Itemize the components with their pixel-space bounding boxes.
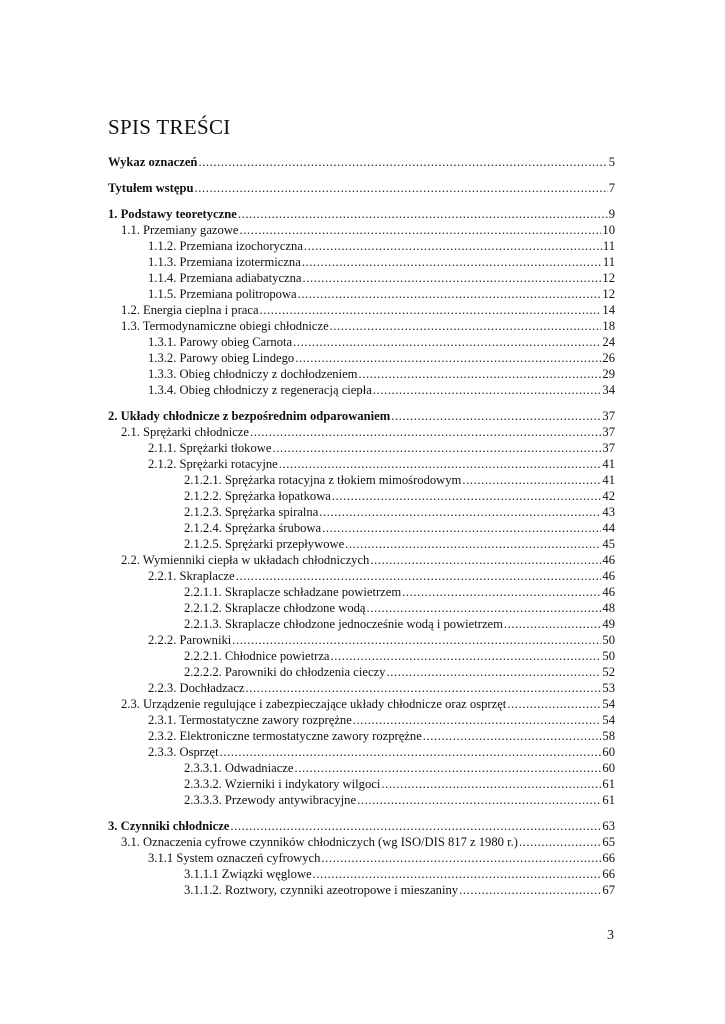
toc-entry[interactable] bbox=[108, 850, 615, 866]
toc-entry-page: 24 bbox=[602, 335, 615, 349]
toc-entry-page: 54 bbox=[602, 713, 615, 727]
toc-entry[interactable] bbox=[108, 680, 615, 696]
toc-entry-title: 2.2.2. Parowniki bbox=[148, 633, 232, 647]
toc-entry-page: 14 bbox=[602, 303, 615, 317]
toc-entry[interactable] bbox=[108, 584, 615, 600]
toc-entry-page: 46 bbox=[602, 585, 615, 599]
toc-entry-page: 48 bbox=[602, 601, 615, 615]
toc-leader-dots bbox=[423, 728, 602, 744]
toc-entry[interactable] bbox=[108, 536, 615, 552]
toc-entry[interactable] bbox=[108, 568, 615, 584]
toc-entry-page: 12 bbox=[602, 287, 615, 301]
toc-entry[interactable] bbox=[108, 834, 615, 850]
toc-entry[interactable] bbox=[108, 728, 615, 744]
toc-entry-title: 2. Układy chłodnicze z bezpośrednim odparowaniem bbox=[108, 409, 391, 423]
toc-entry[interactable] bbox=[108, 254, 615, 270]
toc-entry-page: 54 bbox=[602, 697, 615, 711]
toc-entry-page: 66 bbox=[602, 867, 615, 881]
toc-leader-dots bbox=[519, 834, 601, 850]
toc-leader-dots bbox=[303, 270, 602, 286]
toc-entry-page: 60 bbox=[602, 761, 615, 775]
toc-entry[interactable] bbox=[108, 696, 615, 712]
toc-entry-title: 2.2.1.3. Skraplacze chłodzone jednocześnie wodą i powietrzem bbox=[184, 617, 503, 631]
toc-entry-page: 52 bbox=[602, 665, 615, 679]
toc-entry[interactable] bbox=[108, 302, 615, 318]
toc-entry[interactable] bbox=[108, 154, 615, 170]
toc-entry-page: 18 bbox=[602, 319, 615, 333]
toc-leader-dots bbox=[319, 504, 601, 520]
toc-entry-page: 60 bbox=[602, 745, 615, 759]
toc-leader-dots bbox=[295, 350, 601, 366]
toc-entry[interactable] bbox=[108, 286, 615, 302]
toc-entry[interactable] bbox=[108, 382, 615, 398]
toc-entry-page: 42 bbox=[602, 489, 615, 503]
toc-leader-dots bbox=[298, 286, 602, 302]
toc-leader-dots bbox=[304, 238, 602, 254]
toc-leader-dots bbox=[373, 382, 602, 398]
toc-leader-dots bbox=[294, 760, 601, 776]
toc-entry-page: 29 bbox=[602, 367, 615, 381]
toc-entry[interactable] bbox=[108, 472, 615, 488]
toc-entry-page: 9 bbox=[608, 207, 615, 221]
toc-entry-page: 46 bbox=[602, 569, 615, 583]
toc-leader-dots bbox=[386, 664, 601, 680]
toc-entry-page: 41 bbox=[602, 457, 615, 471]
toc-entry[interactable] bbox=[108, 504, 615, 520]
toc-entry[interactable] bbox=[108, 616, 615, 632]
toc-entry-title: 1.1.5. Przemiana politropowa bbox=[148, 287, 297, 301]
toc-leader-dots bbox=[370, 552, 601, 568]
toc-entry[interactable] bbox=[108, 520, 615, 536]
toc-entry[interactable] bbox=[108, 632, 615, 648]
toc-entry-title: 1.3.2. Parowy obieg Lindego bbox=[148, 351, 295, 365]
toc-entry-page: 10 bbox=[602, 223, 615, 237]
toc-leader-dots bbox=[353, 712, 602, 728]
toc-entry-title: 2.3.3.1. Odwadniacze bbox=[184, 761, 294, 775]
toc-leader-dots bbox=[230, 818, 601, 834]
toc-entry-title: 2.1.2.2. Sprężarka łopatkowa bbox=[184, 489, 331, 503]
toc-entry-page: 46 bbox=[602, 553, 615, 567]
toc-entry-page: 26 bbox=[602, 351, 615, 365]
toc-entry-page: 63 bbox=[602, 819, 615, 833]
toc-leader-dots bbox=[358, 366, 601, 382]
toc-leader-dots bbox=[330, 318, 602, 334]
toc-entry[interactable] bbox=[108, 760, 615, 776]
toc-entry-title: 2.1.2.5. Sprężarki przepływowe bbox=[184, 537, 345, 551]
toc-entry[interactable] bbox=[108, 744, 615, 760]
toc-entry-title: 3.1.1 System oznaczeń cyfrowych bbox=[148, 851, 321, 865]
page-title: SPIS TREŚCI bbox=[108, 115, 231, 139]
toc-entry[interactable] bbox=[108, 270, 615, 286]
toc-entry[interactable] bbox=[108, 318, 615, 334]
toc-entry[interactable] bbox=[108, 456, 615, 472]
toc-leader-dots bbox=[381, 776, 601, 792]
toc-entry-title: 3. Czynniki chłodnicze bbox=[108, 819, 230, 833]
toc-leader-dots bbox=[246, 680, 602, 696]
page-number: 3 bbox=[607, 928, 614, 943]
toc-entry-page: 50 bbox=[602, 649, 615, 663]
toc-entry-title: Wykaz oznaczeń bbox=[108, 155, 198, 169]
toc-entry-title: 2.2.2.1. Chłodnice powietrza bbox=[184, 649, 330, 663]
toc-entry-title: 1.3.3. Obieg chłodniczy z dochłodzeniem bbox=[148, 367, 358, 381]
toc-entry[interactable] bbox=[108, 792, 615, 808]
toc-entry-title: 2.3.3.2. Wzierniki i indykatory wilgoci bbox=[184, 777, 381, 791]
toc-leader-dots bbox=[302, 254, 602, 270]
toc-leader-dots bbox=[459, 882, 601, 898]
toc-entry-title: 2.3. Urządzenie regulujące i zabezpieczające układy chłodnicze oraz osprzęt bbox=[121, 697, 507, 711]
toc-entry-title: 1.3.1. Parowy obieg Carnota bbox=[148, 335, 293, 349]
toc-entry[interactable] bbox=[108, 206, 615, 222]
toc-entry[interactable] bbox=[108, 552, 615, 568]
toc-entry-page: 7 bbox=[608, 181, 615, 195]
toc-entry[interactable] bbox=[108, 440, 615, 456]
toc-entry-title: 2.2.3. Dochładzacz bbox=[148, 681, 245, 695]
toc-leader-dots bbox=[194, 180, 607, 196]
toc-leader-dots bbox=[504, 616, 601, 632]
toc-leader-dots bbox=[236, 568, 602, 584]
toc-leader-dots bbox=[331, 648, 602, 664]
toc-entry-title: 1.1.4. Przemiana adiabatyczna bbox=[148, 271, 302, 285]
toc-leader-dots bbox=[391, 408, 601, 424]
toc-entry-title: 2.1.2.3. Sprężarka spiralna bbox=[184, 505, 319, 519]
toc-entry[interactable] bbox=[108, 882, 615, 898]
toc-entry-page: 43 bbox=[602, 505, 615, 519]
toc-entry-title: 1.1.2. Przemiana izochoryczna bbox=[148, 239, 303, 253]
toc-leader-dots bbox=[250, 424, 601, 440]
toc-entry[interactable] bbox=[108, 664, 615, 680]
toc-entry[interactable] bbox=[108, 222, 615, 238]
toc-entry-page: 67 bbox=[602, 883, 615, 897]
toc-entry-title: 1. Podstawy teoretyczne bbox=[108, 207, 237, 221]
toc-entry-title: 1.3. Termodynamiczne obiegi chłodnicze bbox=[121, 319, 329, 333]
toc-leader-dots bbox=[357, 792, 601, 808]
toc-leader-dots bbox=[198, 154, 607, 170]
toc-leader-dots bbox=[260, 302, 602, 318]
toc-entry[interactable] bbox=[108, 648, 615, 664]
toc-entry[interactable] bbox=[108, 818, 615, 834]
toc-entry-title: 2.2.1. Skraplacze bbox=[148, 569, 235, 583]
toc-entry-page: 61 bbox=[602, 793, 615, 807]
toc-entry-page: 65 bbox=[602, 835, 615, 849]
toc-entry-title: 2.2.1.2. Skraplacze chłodzone wodą bbox=[184, 601, 366, 615]
toc-entry-page: 37 bbox=[602, 441, 615, 455]
toc-entry-title: 2.2.1.1. Skraplacze schładzane powietrzem bbox=[184, 585, 402, 599]
toc-entry-title: 2.1.2.1. Sprężarka rotacyjna z tłokiem mimośrodowym bbox=[184, 473, 462, 487]
toc-entry-page: 11 bbox=[602, 255, 615, 269]
toc-entry-page: 50 bbox=[602, 633, 615, 647]
toc-leader-dots bbox=[332, 488, 602, 504]
toc-entry-title: 3.1. Oznaczenia cyfrowe czynników chłodniczych (wg ISO/DIS 817 z 1980 r.) bbox=[121, 835, 518, 849]
toc-leader-dots bbox=[321, 850, 601, 866]
toc-entry-title: 2.3.2. Elektroniczne termostatyczne zawory rozprężne bbox=[148, 729, 422, 743]
toc-entry-page: 61 bbox=[602, 777, 615, 791]
toc-entry-page: 34 bbox=[602, 383, 615, 397]
toc-entry-page: 11 bbox=[602, 239, 615, 253]
toc-entry[interactable] bbox=[108, 424, 615, 440]
toc-entry-title: Tytułem wstępu bbox=[108, 181, 194, 195]
toc-entry-page: 49 bbox=[602, 617, 615, 631]
toc-entry-title: 2.1. Sprężarki chłodnicze bbox=[121, 425, 249, 439]
toc-entry[interactable] bbox=[108, 334, 615, 350]
toc-leader-dots bbox=[507, 696, 601, 712]
toc-leader-dots bbox=[313, 866, 602, 882]
toc-entry-title: 2.3.3. Osprzęt bbox=[148, 745, 219, 759]
toc-entry[interactable] bbox=[108, 408, 615, 424]
toc-entry-page: 53 bbox=[602, 681, 615, 695]
toc-entry-title: 2.3.3.3. Przewody antywibracyjne bbox=[184, 793, 357, 807]
toc-leader-dots bbox=[279, 456, 602, 472]
toc-leader-dots bbox=[367, 600, 602, 616]
toc-entry[interactable] bbox=[108, 712, 615, 728]
toc-entry[interactable] bbox=[108, 180, 615, 196]
toc-leader-dots bbox=[345, 536, 601, 552]
table-of-contents bbox=[108, 154, 615, 898]
toc-entry-page: 12 bbox=[602, 271, 615, 285]
toc-entry-title: 3.1.1.2. Roztwory, czynniki azeotropowe i mieszaniny bbox=[184, 883, 459, 897]
toc-leader-dots bbox=[240, 222, 602, 238]
toc-leader-dots bbox=[293, 334, 601, 350]
toc-leader-dots bbox=[402, 584, 601, 600]
toc-entry-title: 2.1.1. Sprężarki tłokowe bbox=[148, 441, 272, 455]
toc-entry-page: 66 bbox=[602, 851, 615, 865]
toc-leader-dots bbox=[462, 472, 601, 488]
toc-entry[interactable] bbox=[108, 600, 615, 616]
toc-entry-page: 5 bbox=[608, 155, 615, 169]
toc-leader-dots bbox=[272, 440, 601, 456]
toc-entry[interactable] bbox=[108, 350, 615, 366]
toc-entry-page: 37 bbox=[602, 409, 615, 423]
toc-entry-title: 1.3.4. Obieg chłodniczy z regeneracją ciepła bbox=[148, 383, 372, 397]
toc-entry-title: 2.1.2.4. Sprężarka śrubowa bbox=[184, 521, 322, 535]
toc-entry-title: 1.1. Przemiany gazowe bbox=[121, 223, 239, 237]
toc-leader-dots bbox=[220, 744, 602, 760]
toc-entry-title: 1.2. Energia cieplna i praca bbox=[121, 303, 259, 317]
toc-entry[interactable] bbox=[108, 366, 615, 382]
toc-entry-title: 2.3.1. Termostatyczne zawory rozprężne bbox=[148, 713, 352, 727]
toc-entry-title: 2.2.2.2. Parowniki do chłodzenia cieczy bbox=[184, 665, 386, 679]
toc-entry-title: 1.1.3. Przemiana izotermiczna bbox=[148, 255, 301, 269]
toc-entry-page: 37 bbox=[602, 425, 615, 439]
toc-entry-title: 3.1.1.1 Związki węglowe bbox=[184, 867, 312, 881]
toc-entry[interactable] bbox=[108, 776, 615, 792]
toc-entry[interactable] bbox=[108, 238, 615, 254]
toc-leader-dots bbox=[232, 632, 601, 648]
toc-entry-page: 58 bbox=[602, 729, 615, 743]
toc-leader-dots bbox=[322, 520, 601, 536]
toc-leader-dots bbox=[238, 206, 608, 222]
toc-entry-page: 44 bbox=[602, 521, 615, 535]
toc-entry-title: 2.2. Wymienniki ciepła w układach chłodniczych bbox=[121, 553, 370, 567]
toc-entry-page: 41 bbox=[602, 473, 615, 487]
toc-entry[interactable] bbox=[108, 488, 615, 504]
toc-entry[interactable] bbox=[108, 866, 615, 882]
toc-entry-title: 2.1.2. Sprężarki rotacyjne bbox=[148, 457, 278, 471]
toc-entry-page: 45 bbox=[602, 537, 615, 551]
